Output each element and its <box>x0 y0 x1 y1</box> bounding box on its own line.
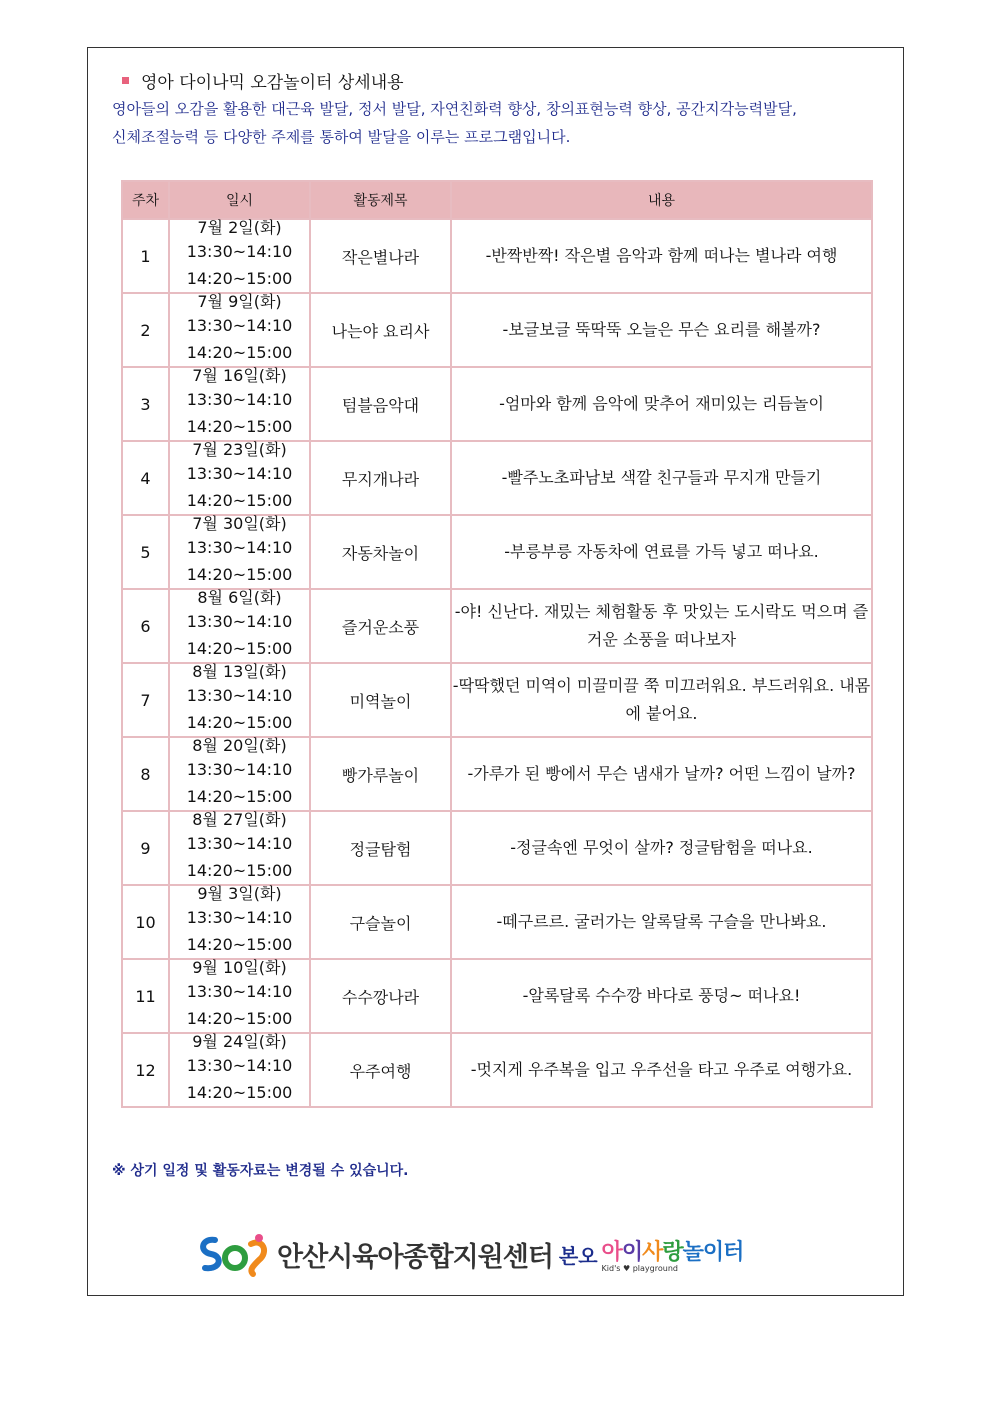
header-week: 주차 <box>122 181 169 219</box>
content-cell: -보글보글 뚝딱뚝 오늘은 무슨 요리를 해볼까? <box>451 293 872 367</box>
intro-line: 영아들의 오감을 활용한 대근육 발달, 정서 발달, 자연친화력 향상, 창의표현능력 향상, 공간지각능력발달, <box>112 100 797 118</box>
activity-title-cell: 자동차놀이 <box>310 515 451 589</box>
week-cell: 10 <box>122 885 169 959</box>
week-cell: 6 <box>122 589 169 663</box>
date-text: 8월 6일(화) <box>197 587 282 607</box>
time-slot-2: 14:20~15:00 <box>186 416 293 436</box>
header-date: 일시 <box>169 181 310 219</box>
table-row <box>122 959 872 1033</box>
time-slot-1: 13:30~14:10 <box>186 759 293 779</box>
time-slot-2: 14:20~15:00 <box>186 934 293 954</box>
table-row <box>122 663 872 737</box>
date-cell <box>169 1033 310 1107</box>
activity-title-cell: 정글탐험 <box>310 811 451 885</box>
heading-text: 영아 다이나믹 오감놀이터 상세내용 <box>141 73 404 93</box>
time-slot-2: 14:20~15:00 <box>186 564 293 584</box>
time-slot-1: 13:30~14:10 <box>186 981 293 1001</box>
table-row <box>122 1033 872 1107</box>
table-row <box>122 515 872 589</box>
kids-logo-part: 이 <box>621 1240 643 1265</box>
date-text: 7월 9일(화) <box>197 291 282 311</box>
kids-playground-logo <box>602 1235 744 1273</box>
time-slot-2: 14:20~15:00 <box>186 1008 293 1028</box>
content-cell: -가루가 된 빵에서 무슨 냄새가 날까? 어떤 느낌이 날까? <box>451 737 872 811</box>
kids-logo-part: 놀이터 <box>682 1240 744 1265</box>
date-text: 7월 16일(화) <box>192 365 287 385</box>
date-cell <box>169 589 310 663</box>
date-cell <box>169 219 310 293</box>
week-cell: 3 <box>122 367 169 441</box>
date-text: 9월 10일(화) <box>192 957 287 977</box>
content-cell: -반짝반짝! 작은별 음악과 함께 떠나는 별나라 여행 <box>451 219 872 293</box>
week-cell: 9 <box>122 811 169 885</box>
date-cell <box>169 441 310 515</box>
content-cell: -알록달록 수수깡 바다로 풍덩~ 떠나요! <box>451 959 872 1033</box>
week-cell: 1 <box>122 219 169 293</box>
date-text: 7월 30일(화) <box>192 513 287 533</box>
date-cell <box>169 737 310 811</box>
time-slot-1: 13:30~14:10 <box>186 611 293 631</box>
table-row <box>122 219 872 293</box>
date-text: 9월 3일(화) <box>197 883 282 903</box>
kids-logo-part: 랑 <box>662 1240 683 1265</box>
kids-playground-subtitle: Kid's ♥ playground <box>601 1264 678 1273</box>
time-slot-2: 14:20~15:00 <box>186 786 293 806</box>
table-row <box>122 885 872 959</box>
time-slot-1: 13:30~14:10 <box>186 833 293 853</box>
date-cell <box>169 885 310 959</box>
content-cell: -멋지게 우주복을 입고 우주선을 타고 우주로 여행가요. <box>451 1033 872 1107</box>
table-row <box>122 737 872 811</box>
activity-title-cell: 빵가루놀이 <box>310 737 451 811</box>
time-slot-1: 13:30~14:10 <box>186 685 293 705</box>
date-cell <box>169 293 310 367</box>
date-text: 7월 23일(화) <box>192 439 287 459</box>
week-cell: 7 <box>122 663 169 737</box>
time-slot-2: 14:20~15:00 <box>186 268 293 288</box>
bullet-icon <box>122 77 129 84</box>
week-cell: 11 <box>122 959 169 1033</box>
content-cell: -딱딱했던 미역이 미끌미끌 쭉 미끄러워요. 부드러워요. 내몸에 붙어요. <box>451 663 872 737</box>
date-cell <box>169 959 310 1033</box>
table-row <box>122 367 872 441</box>
activity-title-cell: 구슬놀이 <box>310 885 451 959</box>
branch-name: 본오 <box>558 1243 598 1268</box>
activity-title-cell: 수수깡나라 <box>310 959 451 1033</box>
time-slot-1: 13:30~14:10 <box>186 241 293 261</box>
activity-title-cell: 미역놀이 <box>310 663 451 737</box>
content-cell: -정글속엔 무엇이 살까? 정글탐험을 떠나요. <box>451 811 872 885</box>
week-cell: 5 <box>122 515 169 589</box>
header-content: 내용 <box>451 181 872 219</box>
time-slot-2: 14:20~15:00 <box>186 712 293 732</box>
week-cell: 4 <box>122 441 169 515</box>
activity-title-cell: 즐거운소풍 <box>310 589 451 663</box>
date-text: 8월 13일(화) <box>192 661 287 681</box>
kids-logo-part: 아 <box>601 1240 622 1265</box>
week-cell: 2 <box>122 293 169 367</box>
week-cell: 12 <box>122 1033 169 1107</box>
time-slot-1: 13:30~14:10 <box>186 389 293 409</box>
time-slot-1: 13:30~14:10 <box>186 463 293 483</box>
center-name: 안산시육아종합지원센터 <box>277 1241 553 1273</box>
kids-logo-part: 사 <box>642 1240 663 1265</box>
date-cell <box>169 515 310 589</box>
time-slot-2: 14:20~15:00 <box>186 1082 293 1102</box>
table-row <box>122 589 872 663</box>
table-row <box>122 293 872 367</box>
section-heading <box>122 68 404 93</box>
schedule-table <box>121 180 873 1108</box>
content-cell: -떼구르르. 굴러가는 알록달록 구슬을 만나봐요. <box>451 885 872 959</box>
time-slot-2: 14:20~15:00 <box>186 638 293 658</box>
time-slot-1: 13:30~14:10 <box>186 1055 293 1075</box>
intro-paragraph <box>112 95 872 151</box>
time-slot-2: 14:20~15:00 <box>186 860 293 880</box>
date-text: 9월 24일(화) <box>192 1031 287 1051</box>
date-cell <box>169 663 310 737</box>
activity-title-cell: 나는야 요리사 <box>310 293 451 367</box>
content-cell: -빨주노초파남보 색깔 친구들과 무지개 만들기 <box>451 441 872 515</box>
intro-line: 신체조절능력 등 다양한 주제를 통하여 발달을 이루는 프로그램입니다. <box>112 128 571 146</box>
activity-title-cell: 무지개나라 <box>310 441 451 515</box>
sei-logo-icon <box>193 1230 273 1278</box>
content-cell: -엄마와 함께 음악에 맞추어 재미있는 리듬놀이 <box>451 367 872 441</box>
table-header-row <box>122 181 872 219</box>
time-slot-2: 14:20~15:00 <box>186 490 293 510</box>
date-text: 8월 27일(화) <box>192 809 287 829</box>
date-text: 8월 20일(화) <box>192 735 287 755</box>
table-row <box>122 441 872 515</box>
time-slot-1: 13:30~14:10 <box>186 907 293 927</box>
header-title: 활동제목 <box>310 181 451 219</box>
date-cell <box>169 367 310 441</box>
activity-title-cell: 우주여행 <box>310 1033 451 1107</box>
footer-logo <box>193 1228 743 1280</box>
date-cell <box>169 811 310 885</box>
date-text: 7월 2일(화) <box>197 217 282 237</box>
content-cell: -부릉부릉 자동차에 연료를 가득 넣고 떠나요. <box>451 515 872 589</box>
content-cell: -야! 신난다. 재밌는 체험활동 후 맛있는 도시락도 먹으며 즐거운 소풍을 떠나보자 <box>451 589 872 663</box>
table-row <box>122 811 872 885</box>
activity-title-cell: 작은별나라 <box>310 219 451 293</box>
time-slot-1: 13:30~14:10 <box>186 537 293 557</box>
week-cell: 8 <box>122 737 169 811</box>
schedule-change-note: ※ 상기 일정 및 활동자료는 변경될 수 있습니다. <box>112 1163 409 1179</box>
time-slot-1: 13:30~14:10 <box>186 315 293 335</box>
time-slot-2: 14:20~15:00 <box>186 342 293 362</box>
activity-title-cell: 텀블음악대 <box>310 367 451 441</box>
